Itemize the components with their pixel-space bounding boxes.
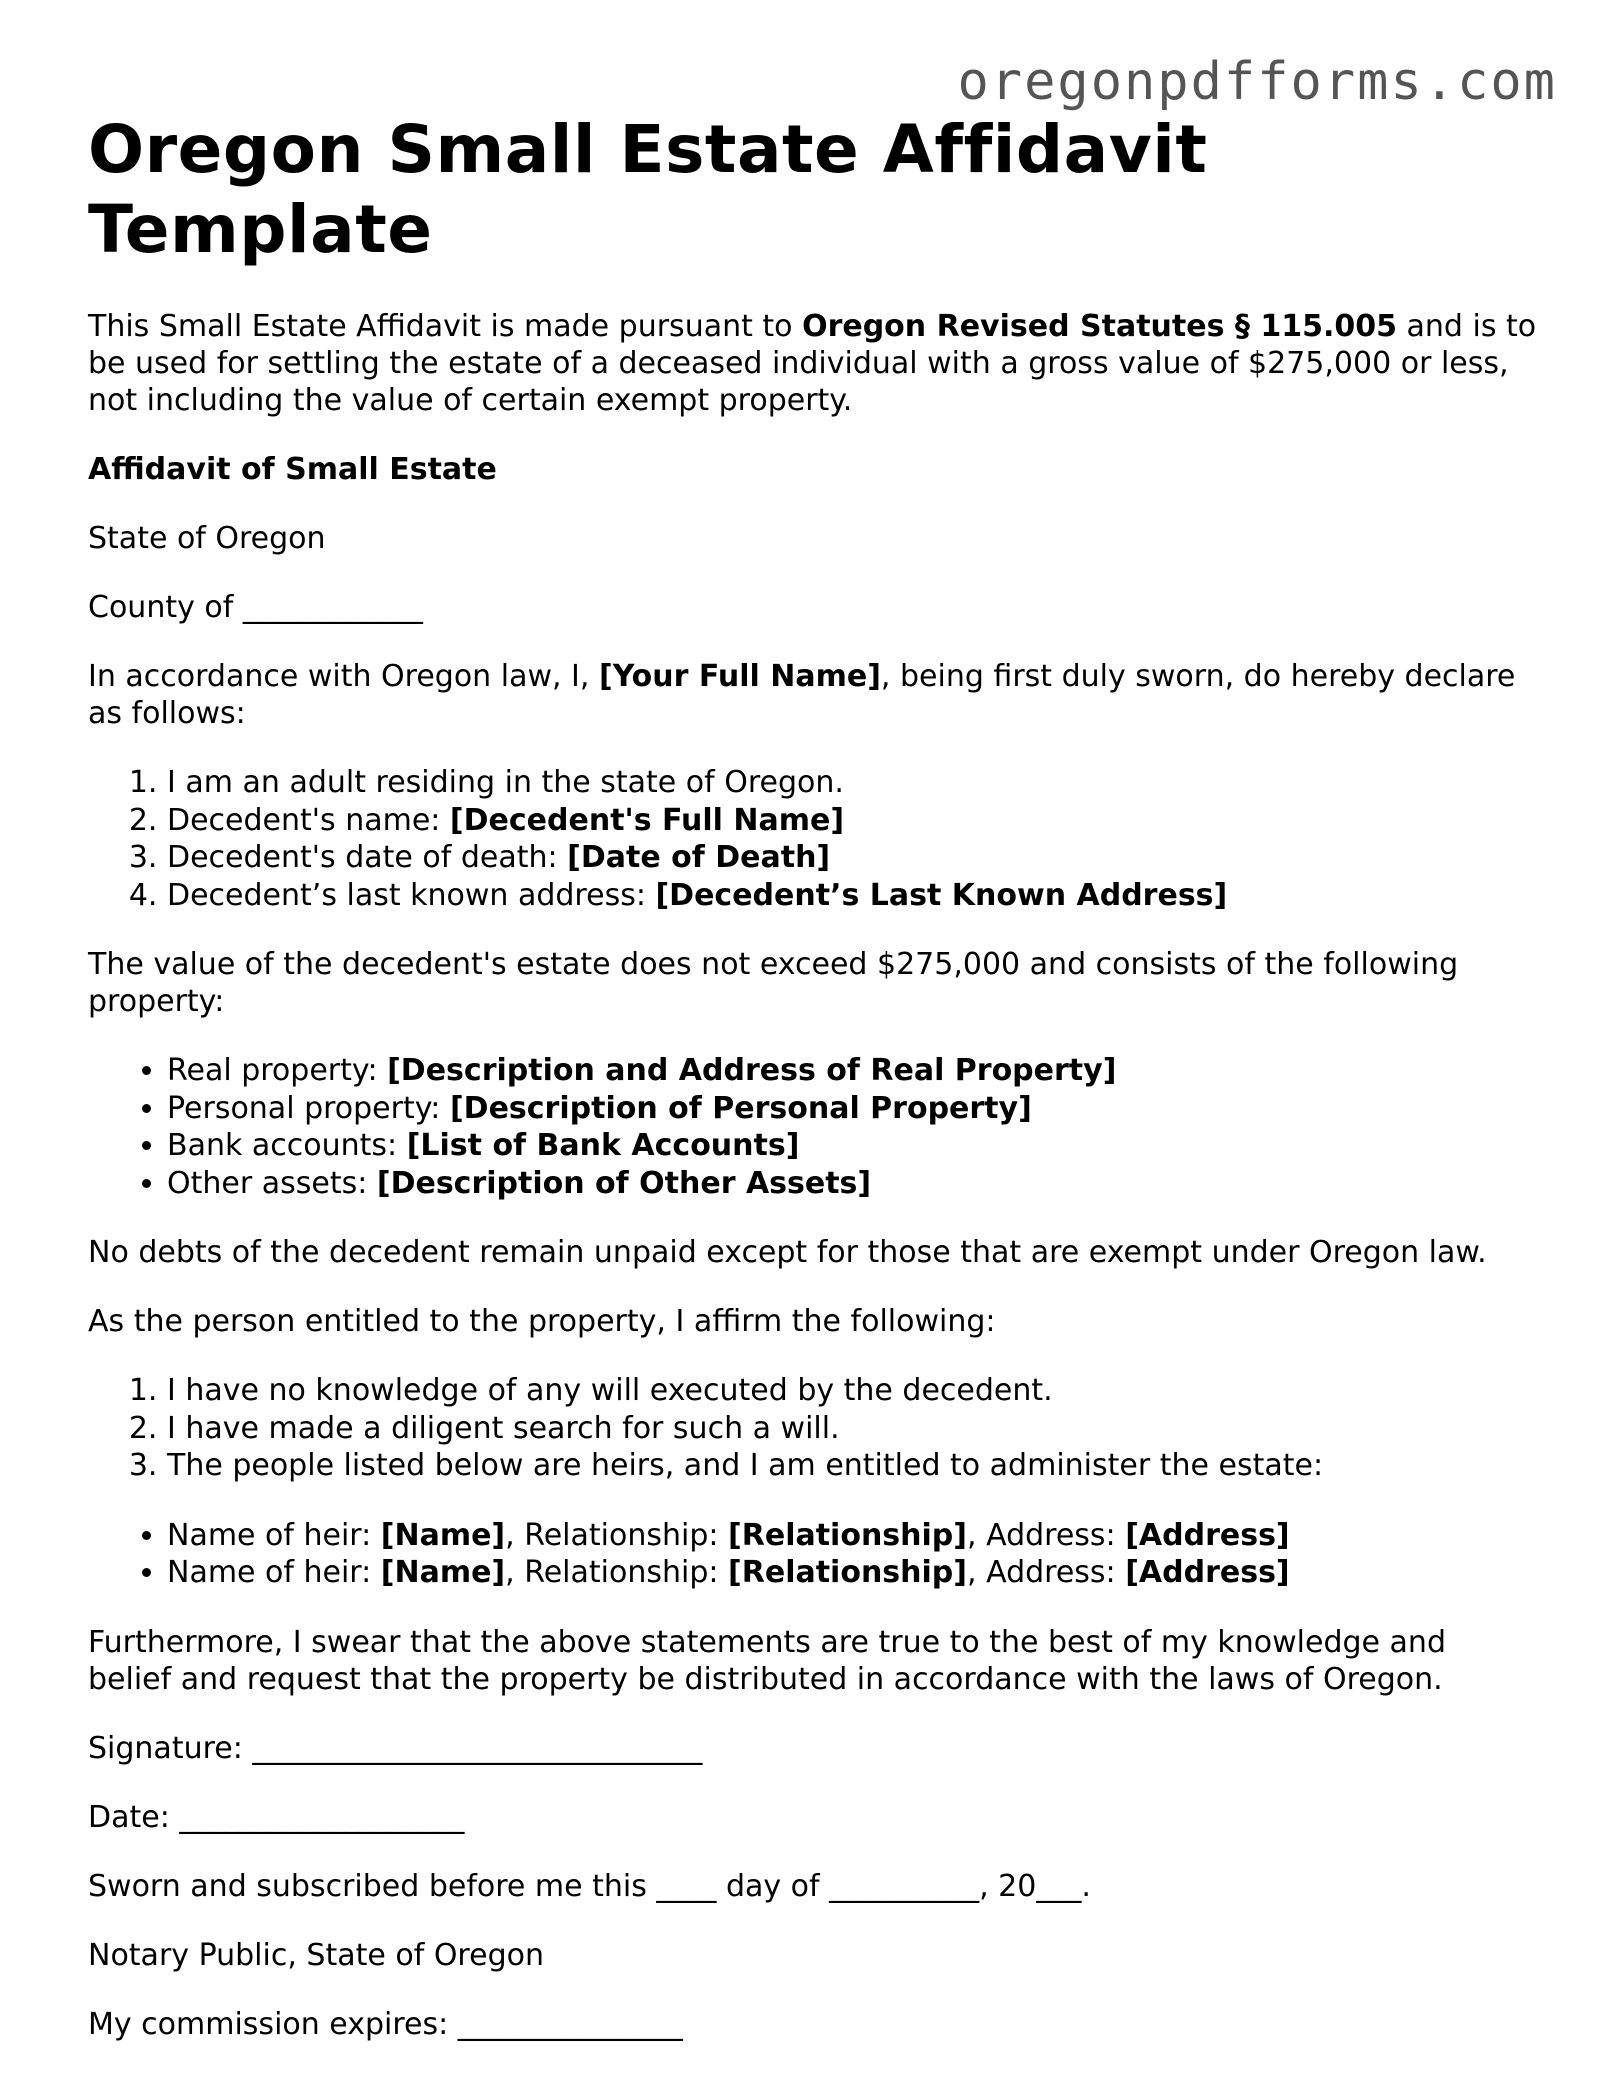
- fact-text: Decedent's date of death:: [167, 840, 568, 875]
- declaration-after: , being first duly sworn, do hereby declare as follows:: [88, 659, 1516, 731]
- list-item: [167, 764, 1538, 802]
- signature-line: Signature: ______________________________: [88, 1730, 703, 1766]
- intro-text-before: This Small Estate Affidavit is made pursuant to: [88, 309, 803, 344]
- fact-text: Decedent's name:: [167, 802, 450, 838]
- fact-text: Decedent’s last known address:: [167, 877, 656, 913]
- heir-address-label: , Address:: [967, 1555, 1126, 1590]
- watermark: oregonpdfforms.com: [957, 52, 1557, 112]
- statute-reference: Oregon Revised Statutes § 115.005: [802, 309, 1397, 344]
- sworn-line: Sworn and subscribed before me this ____ day of __________, 20___.: [88, 1868, 1091, 1904]
- fact-value: [Decedent’s Last Known Address]: [655, 877, 1228, 913]
- property-value: [Description of Personal Property]: [449, 1090, 1032, 1126]
- property-value: [Description of Other Assets]: [376, 1165, 872, 1201]
- heir-name: [Name]: [380, 1517, 506, 1553]
- affiant-name-placeholder: [Your Full Name]: [598, 659, 881, 694]
- oath-paragraph: Furthermore, I swear that the above statements are true to the best of my knowledge and belief and request that the property be distributed in accordance with the laws of Oregon.: [88, 1624, 1446, 1697]
- heir-name: [Name]: [380, 1555, 506, 1590]
- property-value: [Description and Address of Real Property]: [387, 1053, 1117, 1088]
- heir-address: [Address]: [1125, 1555, 1290, 1590]
- list-item: [167, 802, 1538, 840]
- affirm-intro: As the person entitled to the property, I affirm the following:: [88, 1304, 996, 1339]
- section-heading: Affidavit of Small Estate: [88, 452, 497, 487]
- county-line: County of ____________: [88, 590, 423, 625]
- list-item: [167, 1517, 1538, 1555]
- commission-line: My commission expires: _______________: [88, 2006, 683, 2042]
- fact-value: [Decedent's Full Name]: [449, 802, 845, 838]
- property-label: Bank accounts:: [167, 1128, 407, 1163]
- intro-paragraph: [88, 308, 1538, 419]
- list-item: [167, 839, 1538, 877]
- heir-relationship: [Relationship]: [728, 1517, 967, 1553]
- list-item: [167, 1052, 1538, 1090]
- list-item: [167, 1127, 1538, 1165]
- heir-relationship-label: , Relationship:: [505, 1555, 729, 1590]
- fact-value: [Date of Death]: [567, 840, 831, 875]
- heir-name-label: Name of heir:: [167, 1555, 381, 1590]
- document-title: Oregon Small Estate Affidavit Template: [88, 111, 1208, 268]
- facts-list: [88, 764, 1538, 914]
- property-label: Other assets:: [167, 1165, 377, 1201]
- notary-line: Notary Public, State of Oregon: [88, 1937, 544, 1973]
- debts-paragraph: No debts of the decedent remain unpaid except for those that are exempt under Oregon law.: [88, 1235, 1487, 1270]
- document-page: [88, 110, 1538, 2075]
- declaration-before: In accordance with Oregon law, I,: [88, 659, 599, 694]
- heir-relationship-label: , Relationship:: [505, 1517, 729, 1553]
- list-item: [167, 1090, 1538, 1128]
- affirmations-list: [88, 1372, 1538, 1485]
- list-item: 1. I have no knowledge of any will executed by the decedent.: [167, 1372, 1538, 1410]
- state-line: State of Oregon: [88, 521, 326, 556]
- property-label: Real property:: [167, 1053, 388, 1088]
- list-item: [167, 1165, 1538, 1203]
- property-list: [88, 1052, 1538, 1202]
- list-item: [167, 877, 1538, 915]
- heir-address: [Address]: [1125, 1517, 1290, 1553]
- date-line: Date: ___________________: [88, 1799, 465, 1835]
- property-value: [List of Bank Accounts]: [406, 1128, 800, 1163]
- list-item: 3. The people listed below are heirs, and I am entitled to administer the estate:: [167, 1447, 1538, 1485]
- fact-text: I am an adult residing in the state of Oregon.: [167, 765, 844, 800]
- list-item: [167, 1554, 1538, 1592]
- heir-address-label: , Address:: [967, 1517, 1126, 1553]
- property-label: Personal property:: [167, 1090, 450, 1126]
- declaration-paragraph: [88, 658, 1538, 732]
- heir-relationship: [Relationship]: [728, 1555, 967, 1590]
- heir-name-label: Name of heir:: [167, 1517, 381, 1553]
- heirs-list: [88, 1517, 1538, 1592]
- estate-value-paragraph: The value of the decedent's estate does not exceed $275,000 and consists of the following property:: [88, 947, 1459, 1019]
- intro-text-after: and is to be used for settling the estate of a deceased individual with a gross value of $275,000 or less, not including the value of certain exempt property.: [88, 309, 1537, 418]
- list-item: 2. I have made a diligent search for such a will.: [167, 1410, 1538, 1448]
